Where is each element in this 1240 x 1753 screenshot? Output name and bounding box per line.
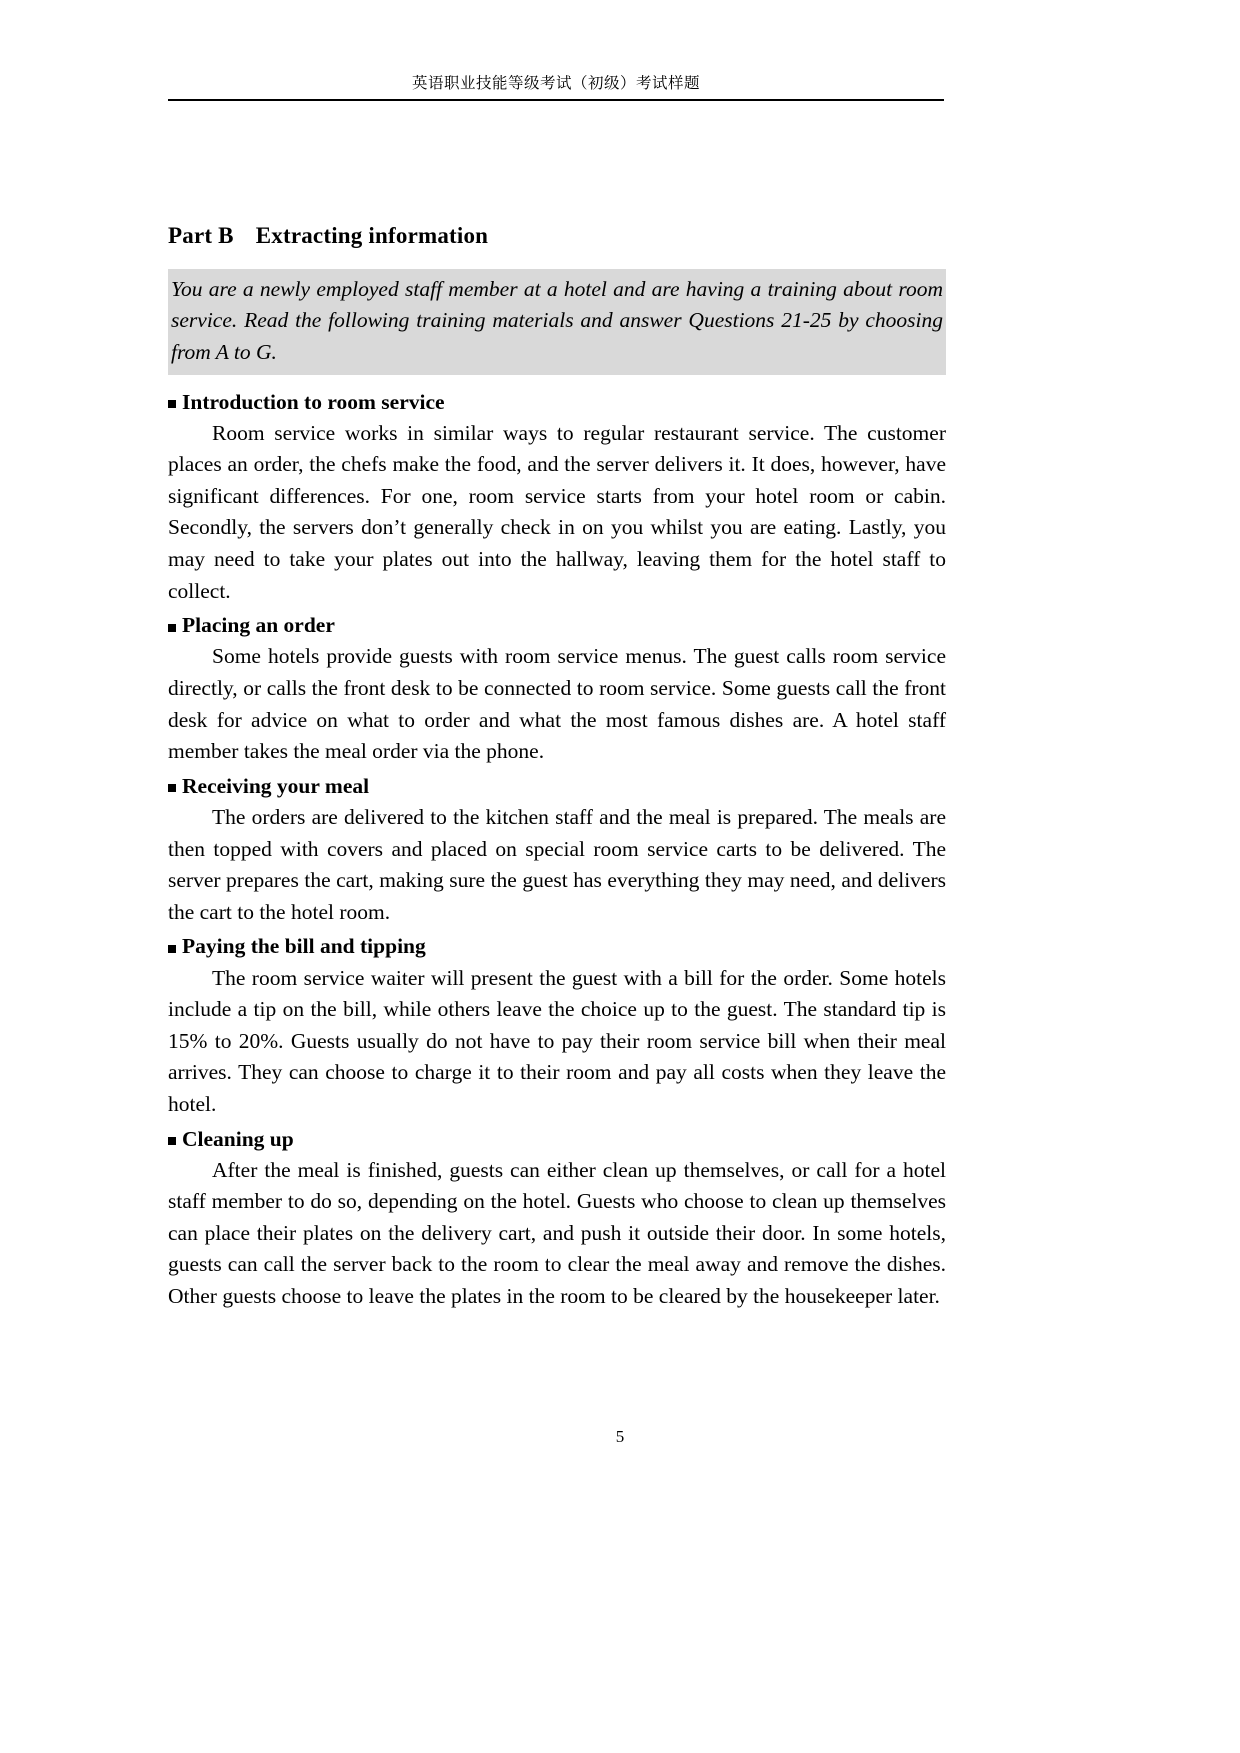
square-bullet-icon bbox=[168, 784, 176, 792]
header-divider bbox=[168, 99, 944, 101]
part-label: Part B bbox=[168, 223, 234, 248]
part-title-text: Extracting information bbox=[255, 223, 489, 248]
section-heading-label: Receiving your meal bbox=[182, 773, 370, 798]
section-heading-label: Placing an order bbox=[182, 613, 335, 638]
instruction-box: You are a newly employed staff member at a hotel and are having a training about room service. Read the following training materials and answer Questions 21-25 by choosing from A to G. bbox=[168, 269, 946, 375]
section-paragraph-receiving-your-meal: The orders are delivered to the kitchen staff and the meal is prepared. The meals are then topped with covers and placed on special room service carts to be delivered. The server prepares the cart, making sure the guest has everything they may need, and delivers the cart to the hotel room. bbox=[168, 804, 946, 924]
part-title bbox=[168, 222, 946, 251]
page-content bbox=[168, 222, 946, 1313]
section-heading-introduction-to-room-service bbox=[168, 387, 946, 418]
section-heading-cleaning-up bbox=[168, 1124, 946, 1155]
section-heading-label: Paying the bill and tipping bbox=[182, 934, 426, 959]
section-heading-label: Cleaning up bbox=[182, 1126, 294, 1151]
section-paragraph-paying-the-bill-and-tipping: The room service waiter will present the guest with a bill for the order. Some hotels include a tip on the bill, while others leave the choice up to the guest. The standard tip is 15% to 20%. Guests usually do not have to pay their room service bill when their meal arrives. They can choose to charge it to their room and pay all costs when they leave the hotel. bbox=[168, 965, 946, 1116]
section-heading-paying-the-bill-and-tipping bbox=[168, 931, 946, 962]
square-bullet-icon bbox=[168, 400, 176, 408]
square-bullet-icon bbox=[168, 624, 176, 632]
section-paragraph-cleaning-up: After the meal is finished, guests can either clean up themselves, or call for a hotel staff member to do so, depending on the hotel. Guests who choose to clean up themselves can place their plates on the delivery cart, and push it outside their door. In some hotels, guests can call the server back to the room to clear the meal away and remove the dishes. Other guests choose to leave the plates in the room to be cleared by the housekeeper later. bbox=[168, 1157, 946, 1309]
section-paragraph-placing-an-order: Some hotels provide guests with room service menus. The guest calls room service directly, or calls the front desk to be connected to room service. Some guests call the front desk for advice on what to order and what the most famous dishes are. A hotel staff member takes the meal order via the phone. bbox=[168, 644, 946, 764]
square-bullet-icon bbox=[168, 1137, 176, 1145]
square-bullet-icon bbox=[168, 945, 176, 953]
running-header bbox=[168, 74, 944, 101]
page-number: 5 bbox=[615, 1427, 625, 1446]
section-heading-receiving-your-meal bbox=[168, 771, 946, 802]
section-paragraph-introduction-to-room-service: Room service works in similar ways to regular restaurant service. The customer places an order, the chefs make the food, and the server delivers it. It does, however, have significant differences. For one, room service starts from your hotel room or cabin. Secondly, the servers don’t generally check in on you whilst you are eating. Lastly, you may need to take your plates out into the hallway, leaving them for the hotel staff to collect. bbox=[168, 420, 946, 603]
section-heading-placing-an-order bbox=[168, 610, 946, 641]
header-title: 英语职业技能等级考试（初级）考试样题 bbox=[411, 74, 700, 92]
section-heading-label: Introduction to room service bbox=[182, 389, 445, 414]
